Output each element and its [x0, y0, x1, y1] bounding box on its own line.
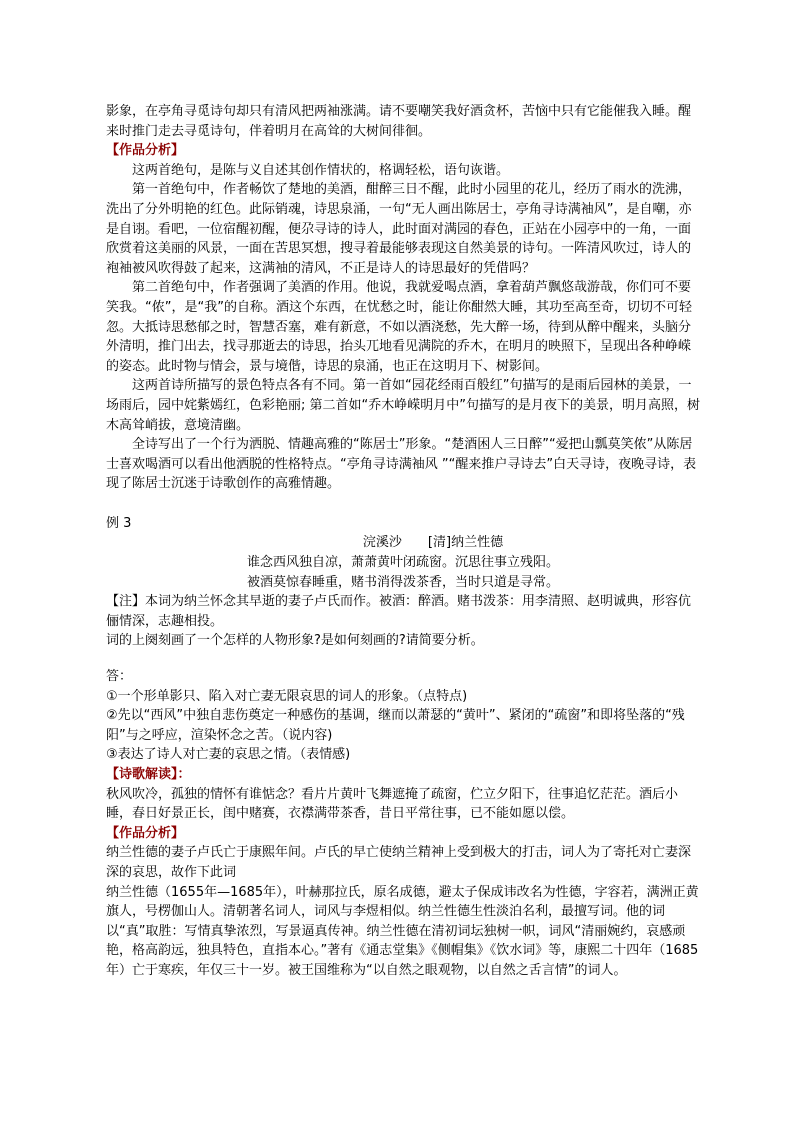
poem-title: 浣溪沙 [362, 535, 402, 551]
answer-label: 答： [106, 669, 133, 685]
document-page [106, 102, 700, 981]
poem-author: [清]纳兰性德 [427, 535, 504, 551]
analysis-paragraph: 这两首绝句，是陈与义自述其创作情状的，格调轻松，语句诙谐。 [132, 162, 510, 178]
poem-heading [106, 533, 700, 553]
interpretation-text: 秋风吹冷，孤独的情怀有谁惦念？看片片黄叶飞舞遮掩了疏窗，伫立夕阳下，往事追忆茫茫。酒后小睡，春日好景正长，闺中赌赛，衣襟满带茶香，昔日平常往事，已不能如愿以偿。 [106, 786, 679, 822]
poem-line: 谁念西风独自凉，萧萧黄叶闭疏窗。沉思往事立残阳。 [246, 555, 559, 571]
analysis-paragraph: 第一首绝句中，作者畅饮了楚地的美酒，酣醉三日不醒，此时小园里的花儿，经历了雨水的洗沸，洗出了分外明艳的红色。此际销魂，诗思泉涌，一句“无人画出陈居士，亭角寻诗满袖风”，是自嘲，亦是自诩。看吧，一位宿醒初醒，便尕寻诗的诗人，此时面对满园的春色，正站在小园亭中的一角，一面欣赏着这美丽的风景，一面在苦思冥想，搜寻着最能够表现这自然美景的诗句。一阵清风吹过，诗人的袍袖被风吹得鼓了起来，这满袖的清风，不正是诗人的诗思最好的凭借吗？ [106, 182, 692, 276]
analysis-heading: 【作品分析】 [106, 825, 185, 841]
analysis-heading: 【作品分析】 [106, 143, 185, 159]
analysis-paragraph: 第二首绝句中，作者强调了美酒的作用。他说，我就爱喝点酒，拿着葫芦飘悠哉游哉，你们可不要笑我。“侬”，是“我”的自称。酒这个东西，在忧愁之时，能让你酣然大睡，其功至高至奇，切切不可轻忽。大抵诗思愁郁之时，智慧否塞，难有新意，不如以酒浇愁，先大醉一场，待到从醉中醒来，头脑分外清明，推门出去，找寻那逝去的诗思，抬头兀地看见满院的乔木，在明月的映照下，呈现出各种峥嵘的姿态。此时物与情会，景与境偕，诗思的泉涌，也正在这明月下、树影间。 [106, 280, 692, 374]
answer-item: ③表达了诗人对亡妻的哀思之情。（表情感) [106, 747, 351, 763]
analysis-paragraph: 全诗写出了一个行为洒脱、情趣高雅的“陈居士”形象。“楚酒困人三日醉”“爱把山瓢莫笑侬”从陈居士喜欢喝酒可以看出他洒脱的性格特点。“亭角寻诗满袖风 ”“醒来推户寻诗去”白天寻诗，夜晚寻诗，表现了陈居士沉迷于诗歌创作的高雅情趣。 [106, 437, 697, 492]
spacer [106, 494, 700, 514]
translation-text: 影象，在亭角寻觅诗句却只有清风把两袖涨满。请不要嘲笑我好酒贪杯，苦恼中只有它能催我入睡。醒来时推门走去寻觅诗句，伴着明月在高耸的大树间徘徊。 [106, 104, 692, 139]
question-text: 词的上阕刻画了一个怎样的人物形象?是如何刻画的?请简要分析。 [106, 633, 484, 649]
analysis-paragraph: 纳兰性德的妻子卢氏亡于康熙年间。卢氏的早亡使纳兰精神上受到极大的打击，词人为了寄托对亡妻深深的哀思，故作下此词 [106, 845, 692, 880]
analysis-paragraph: 纳兰性德（1655年—1685年），叶赫那拉氏，原名成德，避太子保成讳改名为性德，字容若，满洲正黄旗人，号楞伽山人。清朝著名词人，词风与李煜相似。纳兰性德生性淡泊名利，最擅写词。他的词以“真”取胜：写情真挚浓烈，写景逼真传神。纳兰性德在清初词坛独树一帜，词风“清丽婉约，哀感顽艳，格高韵远，独具特色，直指本心。”著有《通志堂集》《侧帽集》《饮水词》等，康熙二十四年（1685年）亡于寒疾，年仅三十一岁。被王国维称为“以自然之眼观物，以自然之舌言情”的词人。 [106, 884, 699, 978]
answer-item: ②先以“西风”中独自悲伤奠定一种感伤的基调，继而以萧瑟的“黄叶”、紧闭的“疏窗”和即将坠落的“残阳”与之呼应，渲染怀念之苦。（说内容) [106, 708, 685, 743]
answer-item: ①一个形单影只、陷入对亡妻无限哀思的词人的形象。（点特点) [106, 688, 468, 704]
poem-line: 被酒莫惊春睡重，赌书消得泼茶香，当时只道是寻常。 [246, 574, 559, 590]
example-label: 例 3 [106, 515, 132, 531]
poem-note: 【注】本词为纳兰怀念其早逝的妻子卢氏而作。被酒：醉酒。赌书泼茶：用李清照、赵明诚典，形容伉俪情深，志趣相投。 [106, 594, 692, 629]
spacer [106, 651, 700, 667]
analysis-paragraph: 这两首诗所描写的景色特点各有不同。第一首如“园花经雨百般红”句描写的是雨后园林的美景，一场雨后，园中姹紫嫣红，色彩艳丽; 第二首如“乔木峥嵘明月中”句描写的是月夜下的美景，明月高照，树木高耸峭拔，意境清幽。 [106, 378, 700, 433]
interpretation-heading: 【诗歌解读】： [106, 767, 191, 782]
